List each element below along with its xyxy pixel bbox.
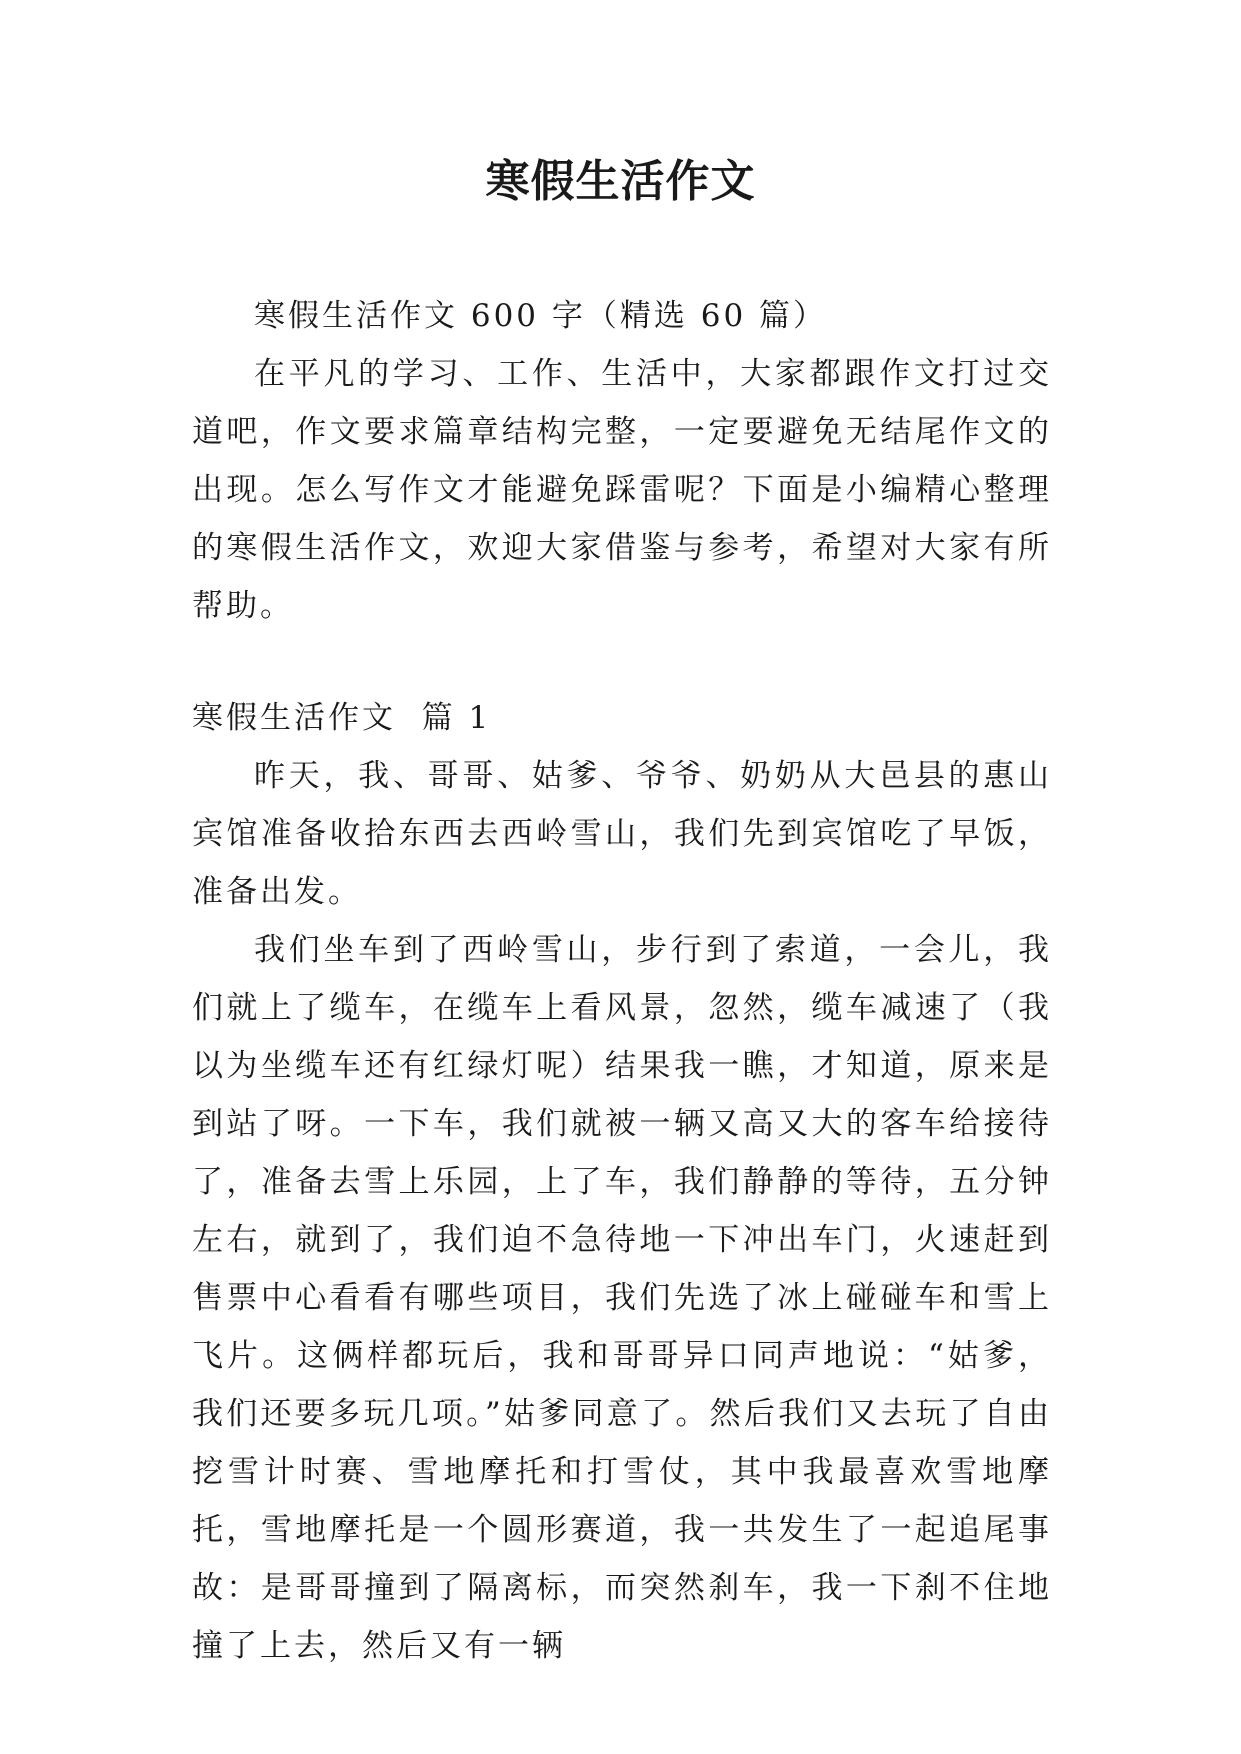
essay-section xyxy=(192,689,1052,1675)
section-paragraph: 我们坐车到了西岭雪山，步行到了索道，一会儿，我们就上了缆车，在缆车上看风景，忽然，缆车减速了（我以为坐缆车还有红绿灯呢）结果我一瞧，才知道，原来是到站了呀。一下车，我们就被一辆又高又大的客车给接待了，准备去雪上乐园，上了车，我们静静的等待，五分钟左右，就到了，我们迫不急待地一下冲出车门，火速赶到售票中心看看有哪些项目，我们先选了冰上碰碰车和雪上飞片。这俩样都玩后，我和哥哥异口同声地说：“姑爹，我们还要多玩几项。”姑爹同意了。然后我们又去玩了自由挖雪计时赛、雪地摩托和打雪仗，其中我最喜欢雪地摩托，雪地摩托是一个圆形赛道，我一共发生了一起追尾事故：是哥哥撞到了隔离标，而突然刹车，我一下刹不住地撞了上去，然后又有一辆 xyxy=(192,932,1052,1664)
intro-paragraph: 在平凡的学习、工作、生活中，大家都跟作文打过交道吧，作文要求篇章结构完整，一定要避免无结尾作文的出现。怎么写作文才能避免踩雷呢？下面是小编精心整理的寒假生活作文，欢迎大家借鉴与参考，希望对大家有所帮助。 xyxy=(192,356,1052,624)
document-title: 寒假生活作文 xyxy=(485,156,756,207)
section-spacer xyxy=(192,635,1052,689)
section-paragraph: 昨天，我、哥哥、姑爹、爷爷、奶奶从大邑县的惠山宾馆准备收拾东西去西岭雪山，我们先到宾馆吃了早饭，准备出发。 xyxy=(192,758,1052,910)
document-body xyxy=(192,287,1052,1675)
section-heading: 寒假生活作文 篇 1 xyxy=(192,700,492,736)
document-subtitle: 寒假生活作文 600 字（精选 60 篇） xyxy=(254,298,828,334)
